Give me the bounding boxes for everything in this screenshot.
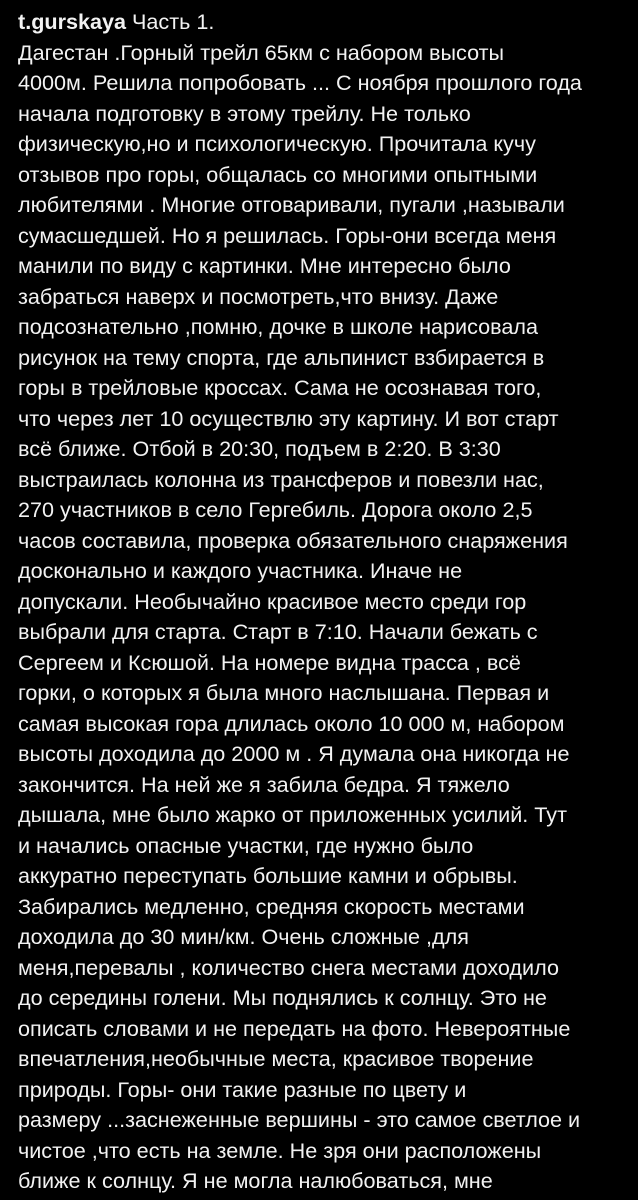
caption-line: закончится. На ней же я забила бедра. Я тяжело bbox=[18, 771, 510, 797]
username-link[interactable]: t.gurskaya bbox=[18, 9, 127, 34]
caption-first-line bbox=[18, 7, 630, 38]
caption-line: природы. Горы- они такие разные по цвету и bbox=[18, 1076, 467, 1102]
caption-line: высоты доходила до 2000 м . Я думала она никогда не bbox=[18, 741, 570, 766]
caption-line: выстраилась колонна из трансферов и повезли нас, bbox=[18, 466, 544, 492]
caption-line: до середины голени. Мы поднялись к солнцу. Это не bbox=[18, 985, 547, 1010]
caption-line: размеру ...заснеженные вершины - это самое светлое и bbox=[18, 1107, 581, 1132]
caption-line: горки, о которых я была много наслышана. Первая и bbox=[18, 680, 550, 705]
caption-line: меня,перевалы , количество снега местами доходило bbox=[18, 954, 559, 980]
caption-line: горы в трейловые кроссах. Сама не осознавая того, bbox=[18, 375, 542, 400]
caption-line: Часть 1. bbox=[132, 9, 215, 34]
caption-line: Дагестан .Горный трейл 65км с набором высоты bbox=[18, 39, 505, 65]
post-caption bbox=[18, 7, 630, 1197]
caption-line: часов составила, проверка обязательного снаряжения bbox=[18, 527, 568, 553]
caption-line: самая высокая гора длилась около 10 000 м, набором bbox=[18, 710, 565, 736]
caption-line: что через лет 10 осуществлю эту картину. И вот старт bbox=[18, 405, 559, 431]
caption-line: Забирались медленно, средняя скорость местами bbox=[18, 893, 525, 919]
caption-line: 270 участников в село Гергебиль. Дорога около 2,5 bbox=[18, 497, 533, 522]
caption-line: и начались опасные участки, где нужно было bbox=[18, 832, 474, 858]
caption-line: сумасшедшей. Но я решилась. Горы-они всегда меня bbox=[18, 222, 557, 248]
caption-line: выбрали для старта. Старт в 7:10. Начали бежать с bbox=[18, 619, 538, 644]
caption-line: Сергеем и Ксюшой. На номере видна трасса , всё bbox=[18, 649, 521, 675]
caption-line: рисунок на тему спорта, где альпинист взбирается в bbox=[18, 344, 545, 370]
caption-line: чистое ,что есть на земле. Не зря они расположены bbox=[18, 1137, 542, 1163]
caption-line: манили по виду с картинки. Мне интересно было bbox=[18, 253, 511, 278]
caption-line: описать словами и не передать на фото. Невероятные bbox=[18, 1015, 571, 1041]
caption-line: 4000м. Решила попробовать ... С ноября прошлого года bbox=[18, 70, 582, 95]
caption-line: физическую,но и психологическую. Прочитала кучу bbox=[18, 131, 536, 156]
caption-line: любителями . Многие отговаривали, пугали ,называли bbox=[18, 192, 565, 217]
caption-line: забраться наверх и посмотреть,что внизу. Даже bbox=[18, 283, 499, 309]
caption-line: аккуратно переступать большие камни и обрывы. bbox=[18, 863, 518, 888]
caption-line: дышала, мне было жарко от приложенных усилий. Тут bbox=[18, 802, 567, 827]
caption-line: всё ближе. Отбой в 20:30, подъем в 2:20. В 3:30 bbox=[18, 436, 501, 461]
caption-line: впечатления,необычные места, красивое творение bbox=[18, 1046, 534, 1071]
caption-line: доходила до 30 мин/км. Очень сложные ,для bbox=[18, 924, 469, 949]
caption-line: досконально и каждого участника. Иначе не bbox=[18, 558, 463, 583]
caption-line: допускали. Необычайно красивое место среди гор bbox=[18, 588, 527, 614]
caption-line: отзывов про горы, общалась со многими опытными bbox=[18, 161, 538, 187]
caption-line: ближе к солнцу. Я не могла налюбоваться, мне bbox=[18, 1168, 493, 1193]
caption-line: начала подготовку в этому трейлу. Не только bbox=[18, 100, 471, 126]
caption-line: подсознательно ,помню, дочке в школе нарисовала bbox=[18, 314, 538, 339]
